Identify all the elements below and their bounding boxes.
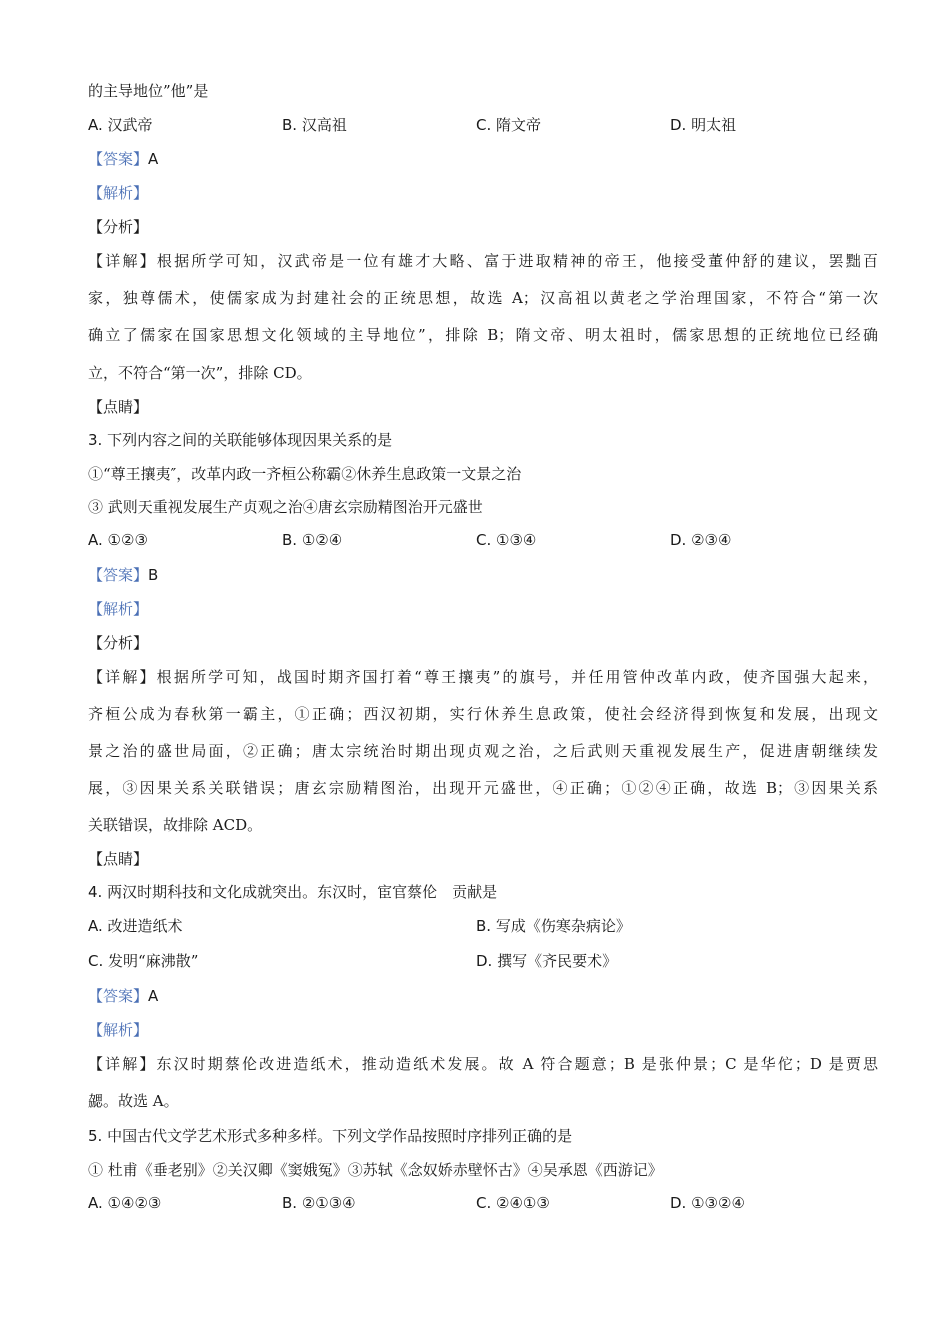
q3-items-line-1: ①“尊王攘夷″，改革内政一齐桓公称霸②休养生息政策一文景之治 [88,465,522,483]
q2-option-d: D. 明太祖 [670,116,737,134]
q4-option-d: D. 撰写《齐民要术》 [476,952,618,970]
q4-option-c: C. 发明“麻沸散” [88,952,199,970]
q3-answer: 【答案】B [88,566,159,584]
q4-option-b: B. 写成《伤寒杂病论》 [476,917,631,935]
q3-option-d: D. ②③④ [670,531,732,549]
q2-option-b: B. 汉高祖 [282,116,347,134]
q2-option-a: A. 汉武帝 [88,116,153,134]
q3-option-a: A. ①②③ [88,531,148,549]
q2-dianjing-tag: 【点睛】 [88,398,149,416]
q5-option-c: C. ②④①③ [476,1194,550,1212]
q2-detail-line-2: 家，独尊儒术，使儒家成为封建社会的正统思想，故选 A；汉高祖以黄老之学治理国家，不符合“第一次 [88,289,878,307]
q5-option-a: A. ①④②③ [88,1194,162,1212]
q5-items: ① 杜甫《垂老别》②关汉卿《窦娥冤》③苏轼《念奴娇赤壁怀古》④吴承恩《西游记》 [88,1161,663,1179]
q4-analysis-tag: 【解析】 [88,1021,149,1039]
q3-detail-line-5: 关联错误，故排除 ACD。 [88,816,263,834]
q4-detail-line-1: 【详解】东汉时期蔡伦改进造纸术，推动造纸术发展。故 A 符合题意；B 是张仲景；C 是华佗；D 是贾思 [88,1055,878,1073]
q4-answer: 【答案】A [88,987,159,1005]
q3-fenxi-tag: 【分析】 [88,634,149,652]
q5-option-b: B. ②①③④ [282,1194,356,1212]
q4-detail-line-2: 勰。故选 A。 [88,1092,179,1110]
q2-analysis-tag: 【解析】 [88,184,149,202]
q4-stem: 4. 两汉时期科技和文化成就突出。东汉时，宦官蔡伦 贡献是 [88,883,498,901]
q4-option-a: A. 改进造纸术 [88,917,183,935]
q3-option-b: B. ①②④ [282,531,343,549]
q3-items-line-2: ③ 武则天重视发展生产贞观之治④唐玄宗励精图治开元盛世 [88,498,483,516]
q3-analysis-tag: 【解析】 [88,600,149,618]
q3-detail-line-3: 景之治的盛世局面，②正确；唐太宗统治时期出现贞观之治，之后武则天重视发展生产，促进唐朝继续发 [88,742,878,760]
q3-detail-line-4: 展，③因果关系关联错误；唐玄宗励精图治，出现开元盛世，④正确；①②④正确，故选 B；③因果关系 [88,779,878,797]
q3-stem: 3. 下列内容之间的关联能够体现因果关系的是 [88,431,393,449]
q3-detail-line-1: 【详解】根据所学可知，战国时期齐国打着“尊王攘夷”的旗号，并任用管仲改革内政，使齐国强大起来， [88,668,878,686]
q3-option-c: C. ①③④ [476,531,537,549]
q2-fenxi-tag: 【分析】 [88,218,149,236]
q2-answer: 【答案】A [88,150,159,168]
q2-option-c: C. 隋文帝 [476,116,542,134]
q5-stem: 5. 中国古代文学艺术形式多种多样。下列文学作品按照时序排列正确的是 [88,1127,573,1145]
q3-detail-line-2: 齐桓公成为春秋第一霸主，①正确；西汉初期，实行休养生息政策，使社会经济得到恢复和发展，出现文 [88,705,878,723]
q2-detail-line-3: 确立了儒家在国家思想文化领域的主导地位”，排除 B；隋文帝、明太祖时，儒家思想的正统地位已经确 [88,326,878,344]
q2-detail-line-4: 立，不符合“第一次”，排除 CD。 [88,364,312,382]
q2-detail-line-1: 【详解】根据所学可知，汉武帝是一位有雄才大略、富于进取精神的帝王，他接受董仲舒的建议，罢黜百 [88,252,878,270]
q2-stem-tail: 的主导地位”他”是 [88,82,209,100]
q3-dianjing-tag: 【点睛】 [88,850,149,868]
q5-option-d: D. ①③②④ [670,1194,745,1212]
